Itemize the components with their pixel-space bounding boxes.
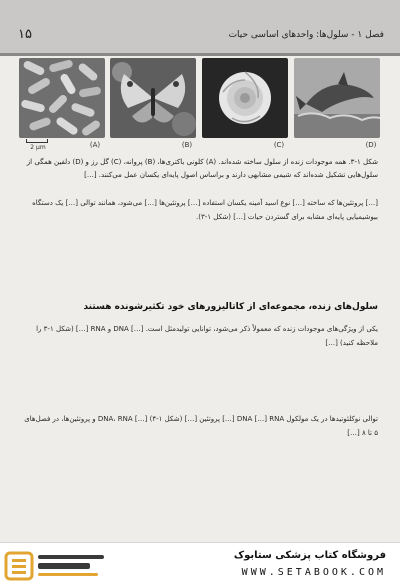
photo-rose <box>202 58 288 138</box>
store-name: فروشگاه کتاب پزشکی ستابوک <box>233 550 386 561</box>
section-heading: سلول‌های زنده، مجموعه‌ای از کاتالیزورهای خود تکثیرشونده هستند <box>83 302 378 312</box>
body-paragraph-1: […] پروتئین‌ها که ساخته […] نوع اسید آمینه یکسان استفاده […] پروتئین‌ها […] می‌شود، همانند توالی […] یک دستگاه بیوشیمیایی پایه‌ای مشابه برای گستردن حیات […] (شکل ۱-۳). <box>32 199 378 221</box>
panel-label-d: (D) <box>365 141 377 149</box>
panel-label-b: (B) <box>181 141 193 149</box>
page-number: ۱۵ <box>18 27 32 42</box>
panel-label-c: (C) <box>273 141 285 149</box>
figure-caption: شکل ۱-۳. همه موجودات زنده از سلول ساخته شده‌اند. (A) کلونی باکتری‌ها، (B) پروانه، (C) گل رز و (D) دلفین همگی از سلول‌هایی تشکیل شده‌اند که شیمی مشابهی دارند و براساس اصول پایه‌ای یکسان عمل می‌کنند. […] <box>26 158 378 179</box>
photo-bacteria <box>19 58 105 138</box>
scale-bar-label: 2 μm <box>30 144 46 151</box>
store-logo[interactable] <box>4 549 108 583</box>
running-head: فصل ۱ - سلول‌ها: واحدهای اساسی حیات <box>228 30 384 40</box>
body-paragraph-3: توالی نوکلئوتیدها در یک مولکول DNA […] RNA […] پروتئین […] (شکل ۱-۴) […] DNA، RNA و پروتئین‌ها، در فصل‌های ۵ تا ۸ […] <box>24 415 378 437</box>
header-rule <box>0 53 400 56</box>
body-paragraph-2: یکی از ویژگی‌های موجودات زنده که معمولاً ذکر می‌شود، توانایی تولیدمثل است. […] DNA و RNA […] (شکل ۱-۳ را ملاحظه کنید) […] <box>36 325 378 347</box>
store-url-link[interactable]: WWW.SETABOOK.COM <box>241 567 386 578</box>
photo-dolphin <box>294 58 380 138</box>
photo-butterfly <box>110 58 196 138</box>
panel-label-a: (A) <box>89 141 101 149</box>
